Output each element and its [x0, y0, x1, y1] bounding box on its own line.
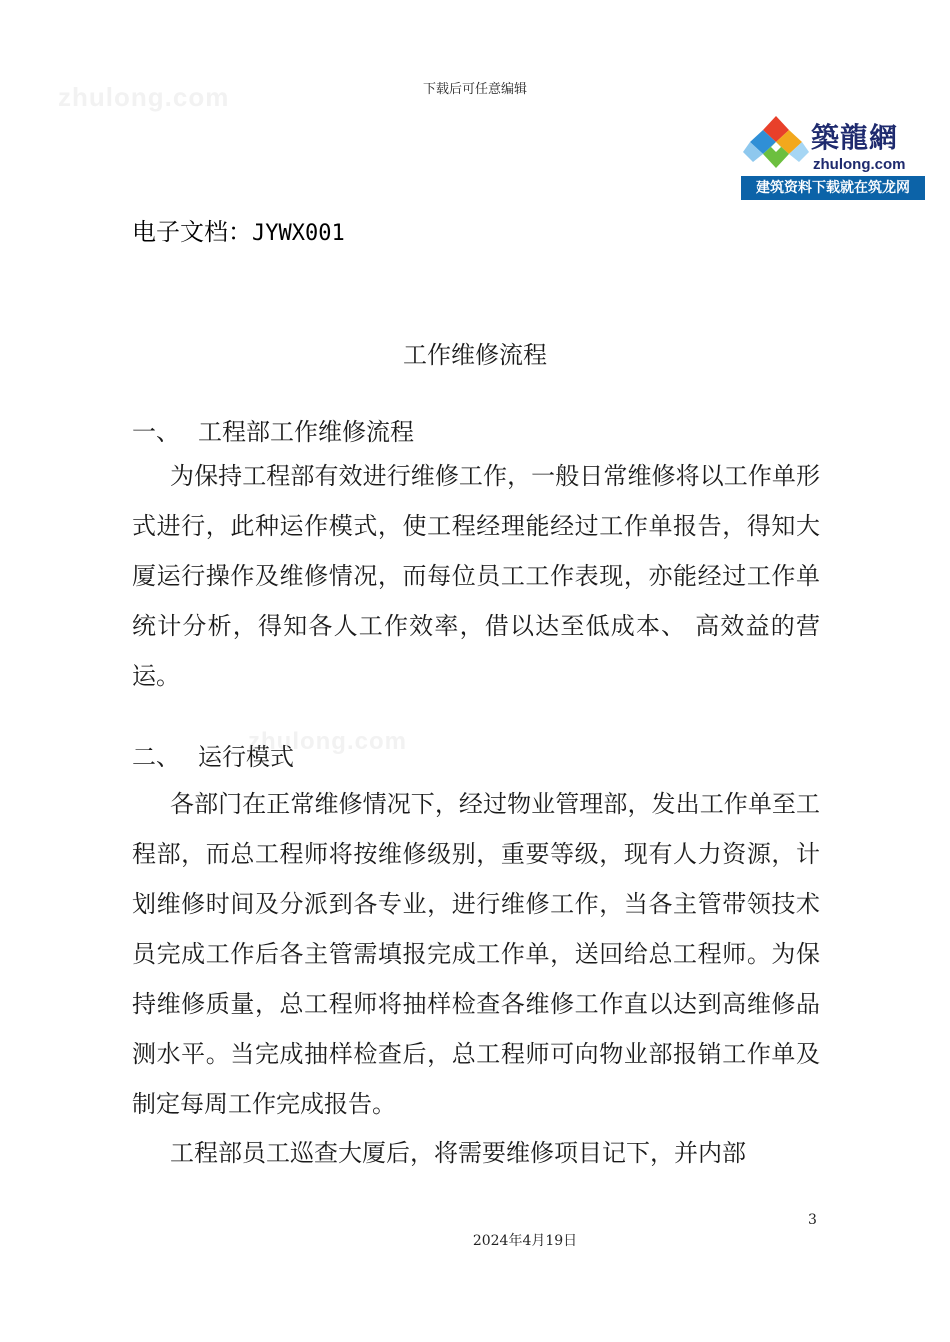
zhulong-logo: [741, 112, 925, 204]
logo-slogan: 建筑资料下载就在筑龙网: [741, 176, 925, 200]
watermark-middle: zhulong.com: [248, 728, 407, 755]
section-number: 二、: [132, 743, 180, 771]
document-id: [132, 212, 345, 247]
page-number: 3: [808, 1212, 817, 1228]
section-number: 一、: [132, 418, 180, 446]
logo-name-cn: 築龍網: [811, 121, 899, 154]
section-paragraph: 各部门在正常维修情况下，经过物业管理部，发出工作单至工程部，而总工程师将按维修级别，重要等级，现有人力资源，计划维修时间及分派到各专业，进行维修工作，当各主管带领技术员完成工作后各主管需填报完成工作单，送回给总工程师。为保持维修质量，总工程师将抽样检查各维修工作直以达到高维修品测水平。当完成抽样检查后，总工程师可向物业部报销工作单及制定每周工作完成报告。: [132, 790, 820, 1118]
section-paragraph: 工程部员工巡查大厦后，将需要维修项目记下，并内部: [170, 1139, 746, 1167]
section-paragraph: 为保持工程部有效进行维修工作，一般日常维修将以工作单形式进行，此种运作模式，使工程经理能经过工作单报告，得知大厦运行操作及维修情况，而每位员工工作表现，亦能经过工作单统计分析，得知各人工作效率，借以达至低成本、 高效益的营运。: [132, 462, 820, 690]
document-id-code: JYWX001: [252, 221, 345, 246]
section-title: 运行模式: [198, 743, 294, 771]
document-id-label: 电子文档：: [132, 218, 252, 246]
watermark-top: zhulong.com: [58, 82, 230, 112]
document-title: 工作维修流程: [403, 341, 547, 369]
section-heading: [132, 412, 414, 447]
logo-domain: zhulong.com: [813, 156, 906, 173]
footer-date: 2024年4月19日: [472, 1233, 578, 1249]
section-heading: [132, 737, 294, 772]
section-title: 工程部工作维修流程: [198, 418, 414, 446]
logo-diamond-icon: [741, 112, 811, 176]
header-note: 下载后可任意编辑: [422, 82, 527, 97]
